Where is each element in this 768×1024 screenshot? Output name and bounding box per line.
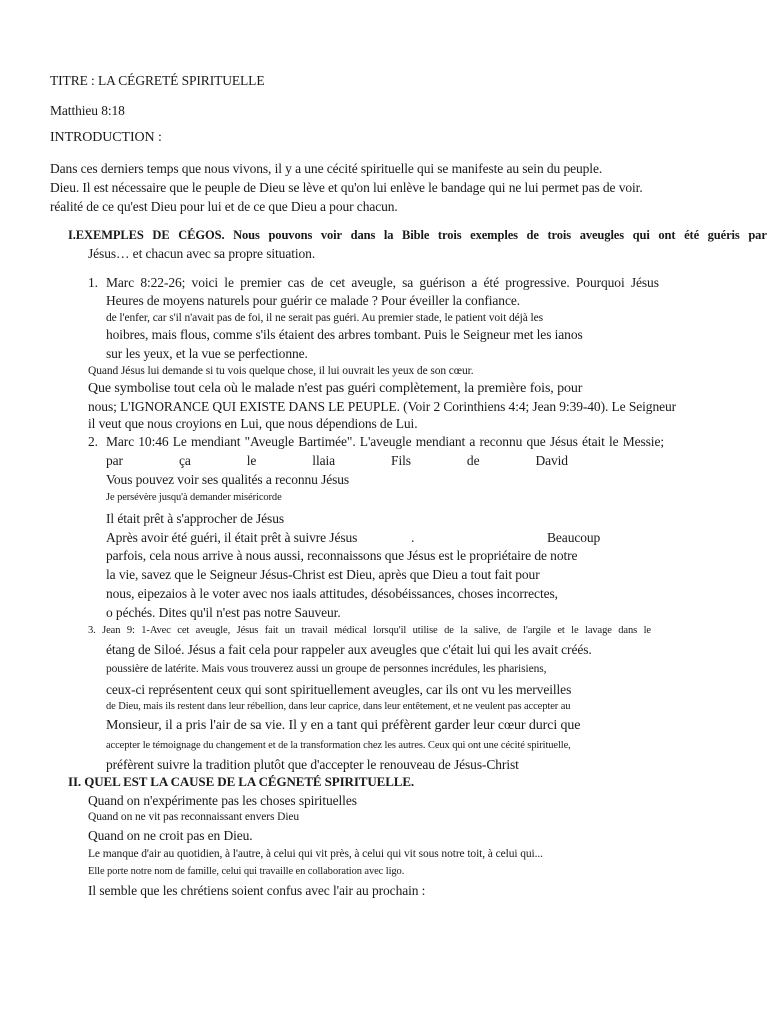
section2-line-3: Quand on ne croit pas en Dieu. (88, 828, 253, 843)
item1-line-5: sur les yeux, et la vue se perfectionne. (106, 346, 308, 361)
item2-number: 2. (88, 434, 98, 449)
item3-line-6: Monsieur, il a pris l'air de sa vie. Il y en a tant qui préfèrent garder leur cœur durci que (106, 718, 581, 733)
doc-title: TITRE : LA CÉGRETÉ SPIRITUELLE (50, 73, 265, 88)
section2-line-6: Il semble que les chrétiens soient confus avec l'air au prochain : (88, 883, 426, 898)
item2-line-6b: . (411, 530, 415, 545)
item2-line-4: Je persévère jusqu'à demander miséricorde (106, 492, 282, 503)
item2-line-8: la vie, savez que le Seigneur Jésus-Christ est Dieu, après que Dieu a tout fait pour (106, 567, 540, 582)
item3-line-4: ceux-ci représentent ceux qui sont spirituellement aveugles, car ils ont vu les merveilles (106, 682, 572, 697)
section2-line-5: Elle porte notre nom de famille, celui qui travaille en collaboration avec ligo. (88, 866, 405, 877)
section2-heading: II. QUEL EST LA CAUSE DE LA CÉGNETÉ SPIRITUELLE. (68, 774, 415, 789)
section2-line-2: Quand on ne vit pas reconnaissant envers Dieu (88, 811, 300, 823)
item1-line-6: Quand Jésus lui demande si tu vois quelque chose, il lui ouvrait les yeux de son cœur. (88, 365, 474, 377)
item2-line-6a: Après avoir été guéri, il était prêt à suivre Jésus (106, 530, 358, 545)
item3-line-1: 3. Jean 9: 1-Avec cet aveugle, Jésus fait un travail médical lorsqu'il utilise de la salive, de l'argile et le lavage dans le (88, 625, 651, 636)
item3-line-8: préfèrent suivre la tradition plutôt que d'accepter le renouveau de Jésus-Christ (106, 757, 519, 772)
intro-heading: INTRODUCTION : (50, 130, 162, 145)
item3-line-7: accepter le témoignage du changement et de la transformation chez les autres. Ceux qui ont une cécité spirituelle, (106, 740, 571, 751)
item1-number: 1. (88, 275, 98, 290)
intro-line-1: Dans ces derniers temps que nous vivons, il y a une cécité spirituelle qui se manifeste au sein du peuple. (50, 161, 603, 176)
item1-line-3: de l'enfer, car s'il n'avait pas de foi, il ne serait pas guéri. Au premier stade, le patient voit déjà les (106, 312, 544, 324)
scripture-reference: Matthieu 8:18 (50, 103, 125, 118)
section1-heading-cont: Jésus… et chacun avec sa propre situation. (88, 246, 316, 261)
item2-line-10: o péchés. Dites qu'il n'est pas notre Sauveur. (106, 605, 341, 620)
item1-line-8: nous; L'IGNORANCE QUI EXISTE DANS LE PEUPLE. (Voir 2 Corinthiens 4:4; Jean 9:39-40). Le Seigneur (88, 399, 677, 414)
intro-line-2: Dieu. Il est nécessaire que le peuple de Dieu se lève et qu'on lui enlève le bandage qui ne lui permet pas de voir. (50, 180, 643, 195)
item1-line-4: hoibres, mais flous, comme s'ils étaient des arbres tombant. Puis le Seigneur met les ianos (106, 327, 583, 342)
item2-line-7: parfois, cela nous arrive à nous aussi, reconnaissons que Jésus est le propriétaire de notre (106, 548, 578, 563)
item1-line-2: Heures de moyens naturels pour guérir ce malade ? Pour éveiller la confiance. (106, 293, 520, 308)
item3-line-5: de Dieu, mais ils restent dans leur rébellion, dans leur caprice, dans leur entêtement, et ne veulent pas accepter au (106, 701, 571, 712)
item2-line-1: Marc 10:46 Le mendiant "Aveugle Bartimée". L'aveugle mendiant a reconnu que Jésus était le Messie; (106, 434, 664, 449)
item3-line-2: étang de Siloé. Jésus a fait cela pour rappeler aux aveugles que c'était lui qui les avait créés. (106, 642, 592, 657)
item1-line-9: il veut que nous croyions en Lui, que nous dépendions de Lui. (88, 416, 418, 431)
item3-line-3: poussière de latérite. Mais vous trouverez aussi un groupe de personnes incrédules, les pharisiens, (106, 663, 547, 675)
item2-line-6c: Beaucoup (547, 530, 601, 545)
item2-line-9: nous, eipezaios à le voter avec nos iaals attitudes, désobéissances, choses incorrectes, (106, 586, 558, 601)
item2-line-3: Vous pouvez voir ses qualités a reconnu Jésus (106, 472, 350, 487)
section2-line-4: Le manque d'air au quotidien, à l'autre, à celui qui vit près, à celui qui vit sous notre toit, à celui qui... (88, 848, 543, 860)
item2-line-2: par ça le llaia Fils de David (106, 453, 568, 468)
intro-line-3: réalité de ce qu'est Dieu pour lui et de ce que Dieu a pour chacun. (50, 199, 398, 214)
section2-line-1: Quand on n'expérimente pas les choses spirituelles (88, 793, 357, 808)
section1-heading: I.EXEMPLES DE CÉGOS. Nous pouvons voir dans la Bible trois exemples de trois aveugles qui ont été guéris par (68, 228, 767, 242)
item2-line-5: Il était prêt à s'approcher de Jésus (106, 511, 285, 526)
item1-line-1: Marc 8:22-26; voici le premier cas de cet aveugle, sa guérison a été progressive. Pourquoi Jésus (106, 275, 659, 290)
item1-line-7: Que symbolise tout cela où le malade n'est pas guéri complètement, la première fois, pour (88, 381, 583, 396)
